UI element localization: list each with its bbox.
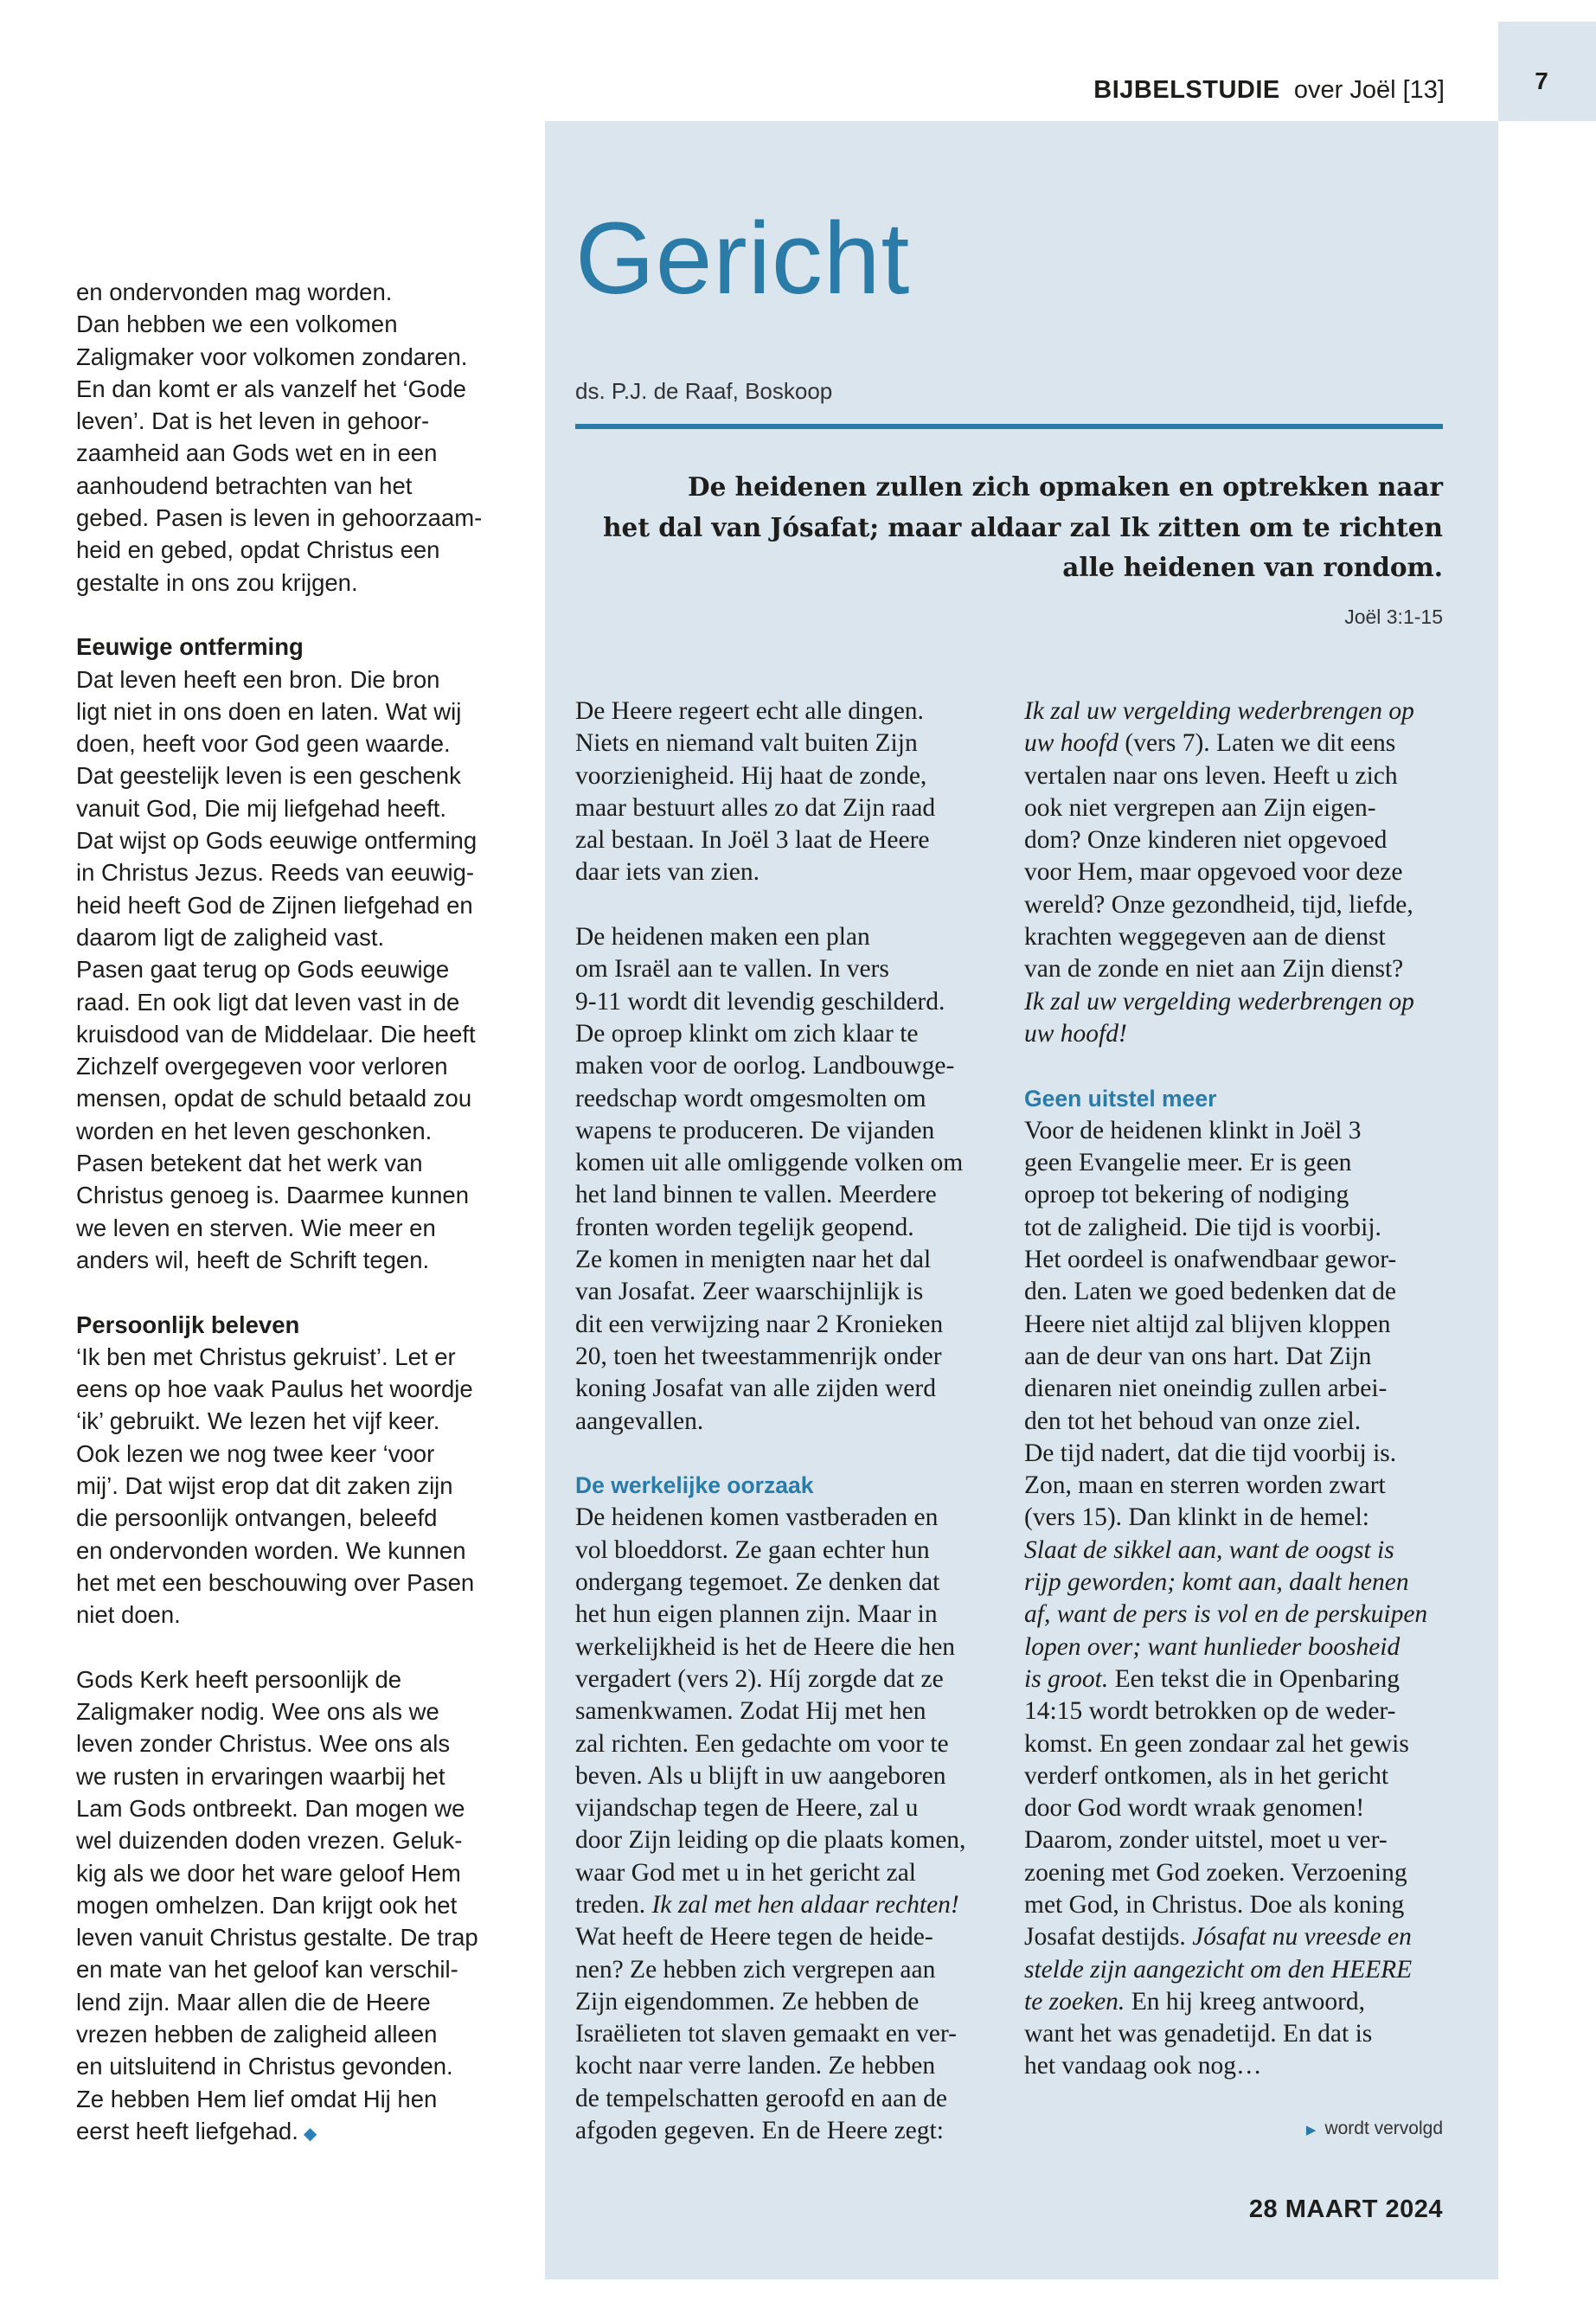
middle-paragraph-1: De Heere regeert echt alle dingen. Niets en niemand valt buiten Zijn voorzienigheid. Hij haat de zonde, maar bestuurt alles zo dat Zijn raad zal bestaan. In Joël 3 laat de Heere daar iets van zien. — [575, 697, 936, 887]
scripture-reference: Joël 3:1-15 — [1344, 606, 1443, 628]
scripture-quote: De heidenen zullen zich opmaken en optrekken naar het dal van Jósafat; maar aldaar zal Ik zitten om te richten alle heidenen van rondom. — [603, 471, 1443, 582]
middle-column — [575, 695, 999, 2147]
subheading-eeuwige-ontferming: Eeuwige ontferming — [76, 633, 304, 661]
right-paragraph-2: Voor de heidenen klinkt in Joël 3 geen Evangelie meer. Er is geen oproep tot bekering of nodiging tot de zaligheid. Die tijd is voorbij. Het oordeel is onafwendbaar gewor- den. Laten we goed bedenken dat de Heere niet altijd zal blijven kloppen aan de deur van ons hart. Dat Zijn dienaren niet oneindig zullen arbei- den tot het behoud van onze ziel. De tijd nadert, dat die tijd voorbij is. Zon, maan en sterren worden zwart (vers 15). Dan klinkt in de hemel: Slaat de sikkel aan, want de oogst is rijp geworden; komt aan, daalt henen af, want de pers is vol en de perskuipen lopen over; want hunlieder boosheid is groot. Een tekst die in Openbaring 14:15 wordt betrokken op de weder- komst. En geen zondaar zal het gewis verderf ontkomen, als in het gericht door God wordt wraak genomen! Daarom, zonder uitstel, moet u ver- zoening met God zoeken. Verzoening met God, in Christus. Doe als koning Josafat destijds. Jósafat nu vreesde en stelde zijn aangezicht om den HEERE te zoeken. En hij kreeg antwoord, want het was genadetijd. En dat is het vandaag ook nog… — [1024, 1116, 1428, 2080]
article-title: Gericht — [575, 202, 911, 316]
play-triangle-icon: ▶ — [1305, 2123, 1317, 2138]
subheading-geen-uitstel-meer: Geen uitstel meer — [1024, 1085, 1217, 1112]
subheading-werkelijke-oorzaak: De werkelijke oorzaak — [575, 1472, 814, 1499]
left-paragraph-3: ‘Ik ben met Christus gekruist’. Let er eens op hoe vaak Paulus het woordje ‘ik’ gebruikt. We lezen het vijf keer. Ook lezen we nog twee keer ‘voor mij’. Dat wijst erop dat dit zaken zijn die persoonlijk ontvangen, beleefd en ondervonden worden. We kunnen het met een beschouwing over Pasen niet doen. — [76, 1343, 475, 1629]
left-column — [76, 276, 513, 2183]
continued-note: ▶ wordt vervolgd — [1305, 2118, 1443, 2138]
left-paragraph-4: Gods Kerk heeft persoonlijk de Zaligmaker nodig. Wee ons als we leven zonder Christus. Wee ons als we rusten in ervaringen waarbij het Lam Gods ontbreekt. Dan mogen we wel duizenden doden vrezen. Geluk- kig als we door het ware geloof Hem mogen omhelzen. Dan krijgt ook het leven vanuit Christus gestalte. De trap en mate van het geloof kan verschil- lend zijn. Maar allen die de Heere vrezen hebben de zaligheid alleen en uitsluitend in Christus gevonden. Ze hebben Hem lief omdat Hij hen eerst heeft liefgehad. ◆ — [76, 1665, 478, 2144]
subheading-persoonlijk-beleven: Persoonlijk beleven — [76, 1311, 300, 1338]
left-paragraph-1: en ondervonden mag worden. Dan hebben we een volkomen Zaligmaker voor volkomen zondaren. En dan komt er als vanzelf het ‘Gode leven’. Dat is het leven in gehoor- zaamheid aan Gods wet en in een aanhoudend betrachten van het gebed. Pasen is leven in gehoorzaam- heid en gebed, opdat Christus een gestalte in ons zou krijgen. — [76, 279, 483, 596]
title-divider — [575, 424, 1443, 429]
issue-date: 28 MAART 2024 — [1248, 2195, 1443, 2223]
end-of-article-icon: ◆ — [303, 2124, 317, 2144]
section-label: BIJBELSTUDIE — [1093, 76, 1280, 104]
section-subtitle: over Joël [13] — [1293, 76, 1445, 104]
left-paragraph-2: Dat leven heeft een bron. Die bron ligt niet in ons doen en laten. Wat wij doen, heeft voor God geen waarde. Dat geestelijk leven is een geschenk vanuit God, Die mij liefgehad heeft. Dat wijst op Gods eeuwige ontferming in Christus Jezus. Reeds van eeuwig- heid heeft God de Zijnen liefgehad en daarom ligt de zaligheid vast. Pasen gaat terug op Gods eeuwige raad. En ook ligt dat leven vast in de kruisdood van de Middelaar. Die heeft Zichzelf overgegeven voor verloren mensen, opdat de schuld betaald zou worden en het leven geschonken. Pasen betekent dat het werk van Christus genoeg is. Daarmee kunnen we leven en sterven. Wie meer en anders wil, heeft de Schrift tegen. — [76, 665, 478, 1273]
right-paragraph-1: Ik zal uw vergelding wederbrengen op uw hoofd (vers 7). Laten we dit eens vertalen naar ons leven. Heeft u zich ook niet vergrepen aan Zijn eigen- dom? Onze kinderen niet opgevoed voor Hem, maar opgevoed voor deze wereld? Onze gezondheid, tijd, liefde, krachten weggegeven aan de dienst van de zonde en niet aan Zijn dienst? Ik zal uw vergelding wederbrengen op uw hoofd! — [1024, 697, 1414, 1048]
middle-paragraph-3: De heidenen komen vastberaden en vol bloeddorst. Ze gaan echter hun ondergang tegemoet. Ze denken dat het hun eigen plannen zijn. Maar in werkelijkheid is het de Heere die hen vergadert (vers 2). Híj zorgde dat ze samenkwamen. Zodat Hij met hen zal richten. Een gedachte om voor te beven. Als u blijft in uw aangeboren vijandschap tegen de Heere, zal u door Zijn leiding op die plaats komen, waar God met u in het gericht zal treden. Ik zal met hen aldaar rechten! Wat heeft de Heere tegen de heide- nen? Ze hebben zich vergrepen aan Zijn eigendommen. Ze hebben de Israëlieten tot slaven gemaakt en ver- kocht naar verre landen. Ze hebben de tempelschatten geroofd en aan de afgoden gegeven. En de Heere zegt: — [575, 1503, 966, 2145]
right-column — [1024, 695, 1448, 2083]
running-header — [1093, 78, 1445, 103]
article-author: ds. P.J. de Raaf, Boskoop — [575, 378, 833, 404]
page-number: 7 — [1535, 67, 1548, 94]
middle-paragraph-2: De heidenen maken een plan om Israël aan te vallen. In vers 9-11 wordt dit levendig geschilderd. De oproep klinkt om zich klaar te maken voor de oorlog. Landbouwge- reedschap wordt omgesmolten om wapens te produceren. De vijanden komen uit alle omliggende volken om het land binnen te vallen. Meerdere fronten worden tegelijk geopend. Ze komen in menigten naar het dal van Josafat. Zeer waarschijnlijk is dit een verwijzing naar 2 Kronieken 20, toen het tweestammenrijk onder koning Josafat van alle zijden werd aangevallen. — [575, 923, 964, 1435]
